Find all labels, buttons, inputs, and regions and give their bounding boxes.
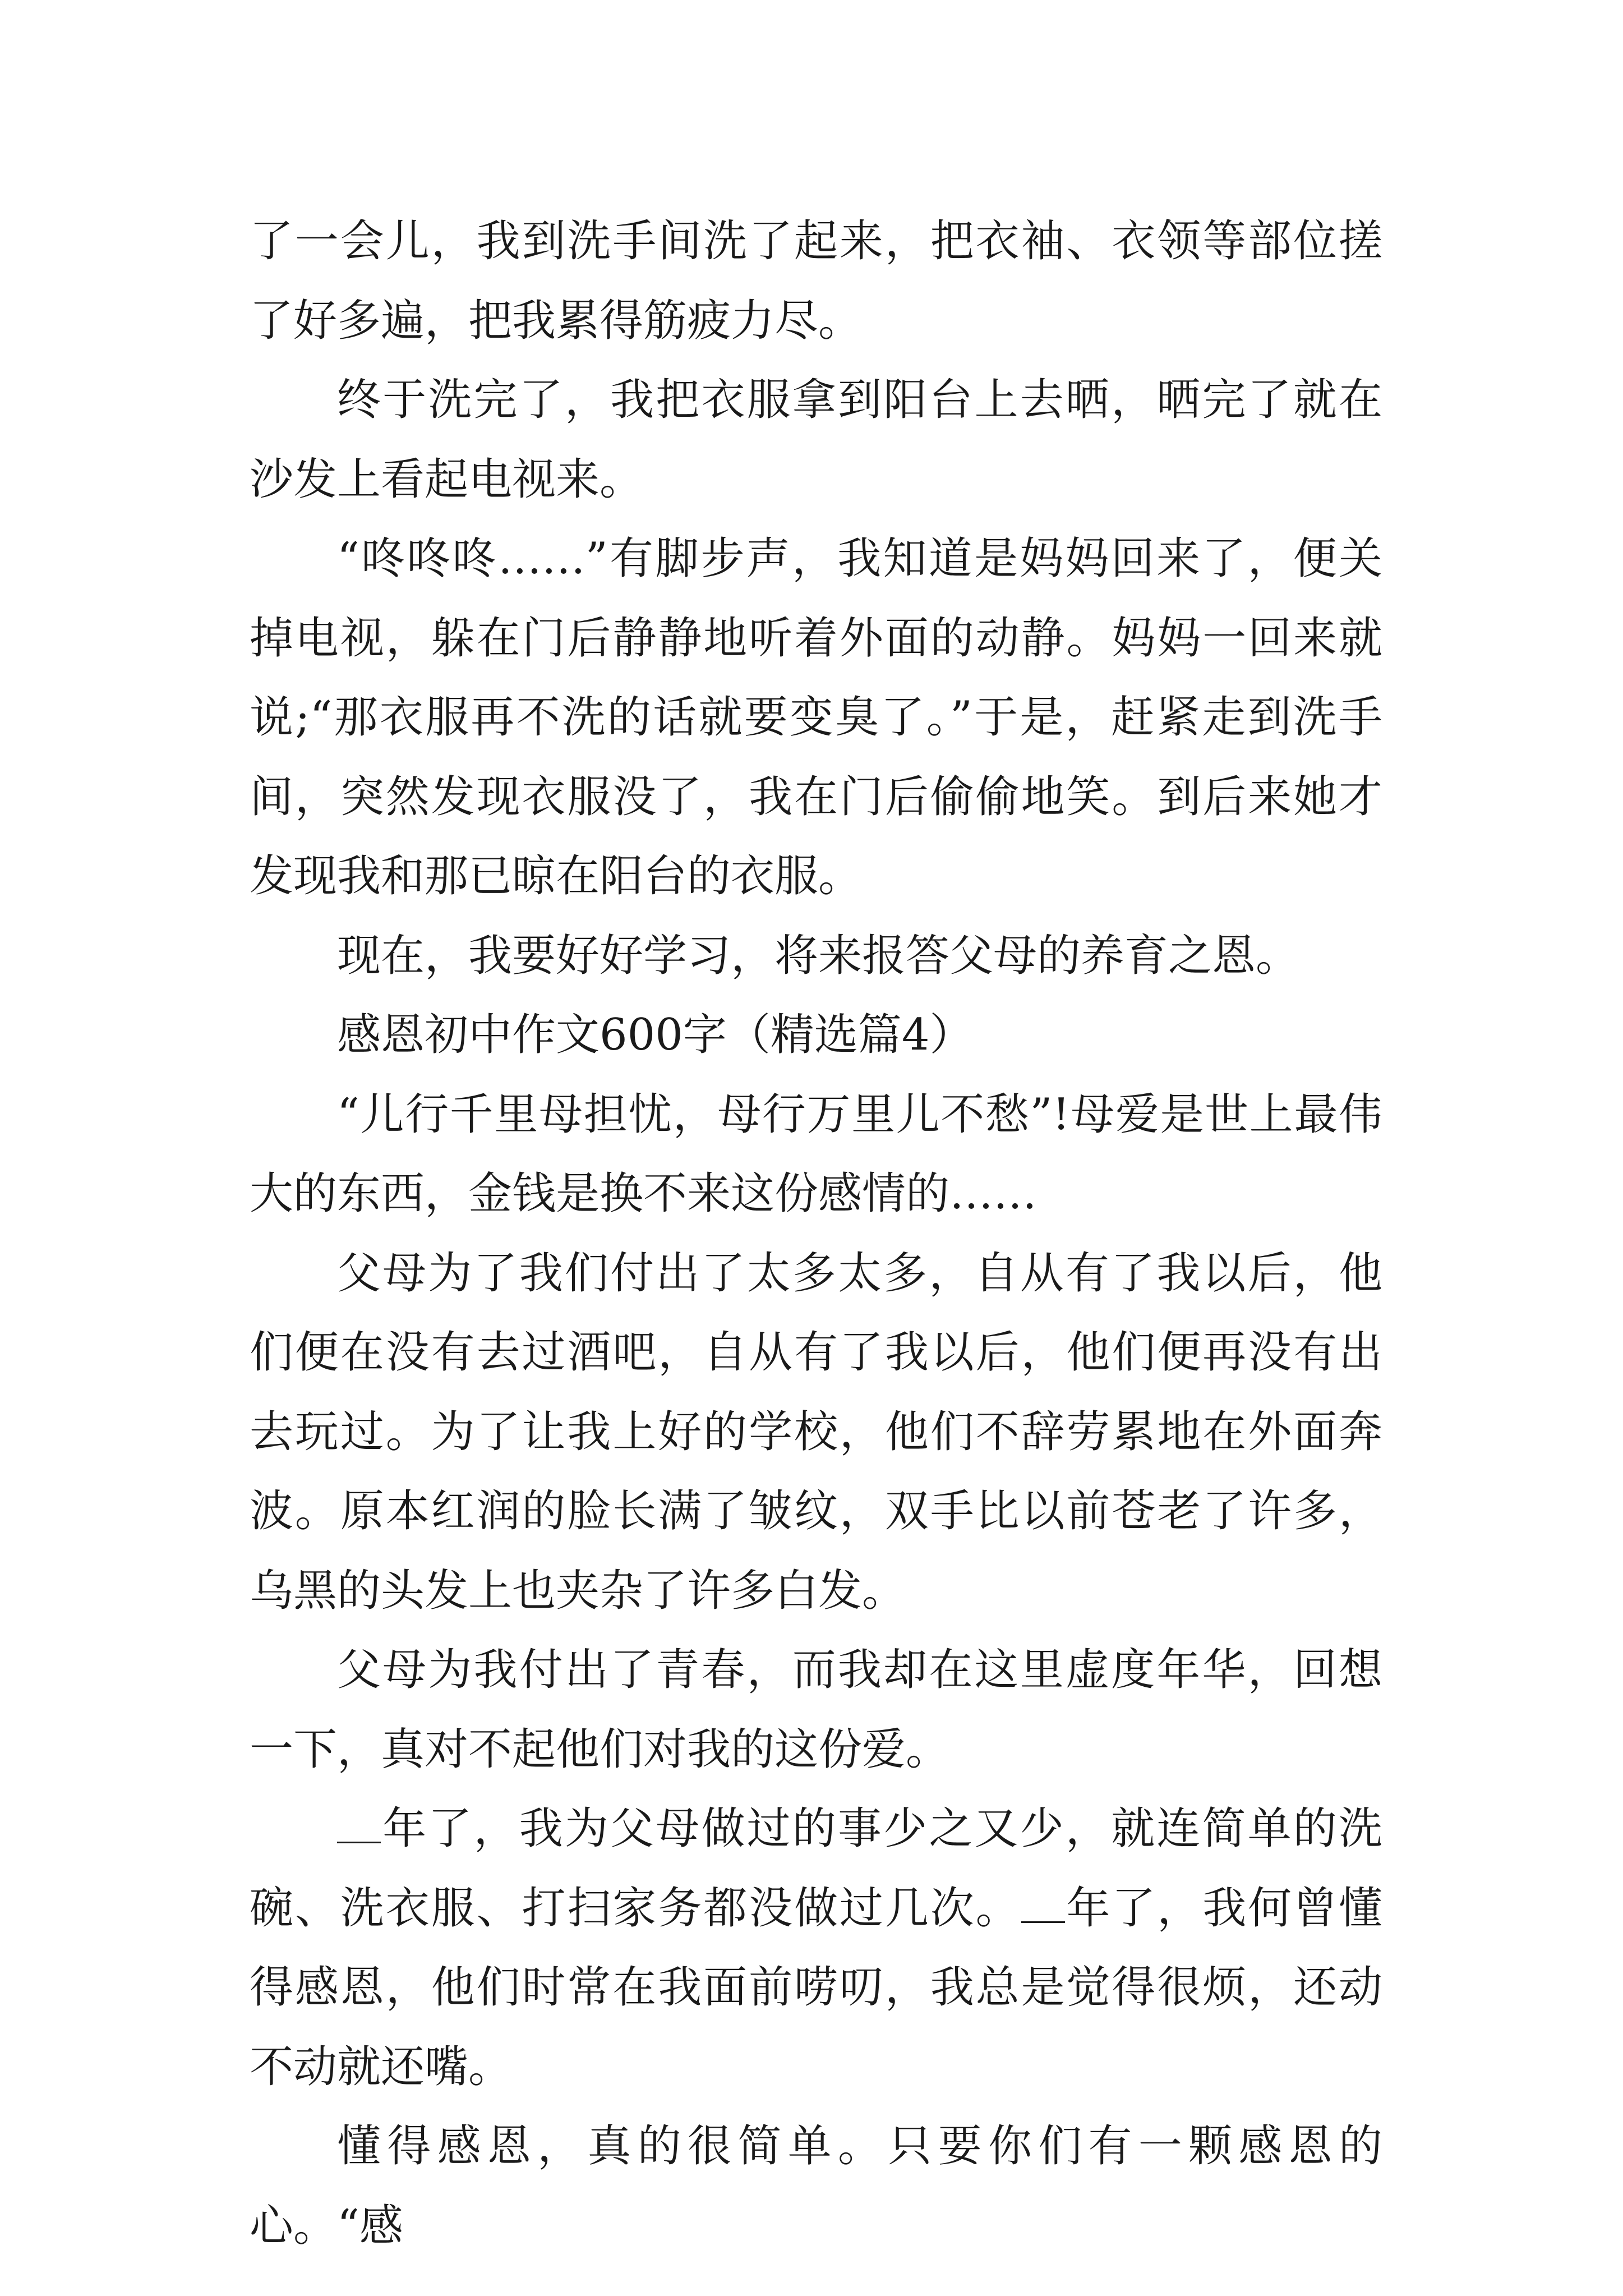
paragraph-7: 父母为了我们付出了太多太多，自从有了我以后，他们便在没有去过酒吧，自从有了我以后，他们便再没有出去玩过。为了让我上好的学校，他们不辞劳累地在外面奔波。原本红润的脸长满了皱纹，双手比以前苍老了许多，乌黑的头发上也夹杂了许多白发。 [250,1248,1382,1616]
blank-underline [337,1802,381,1843]
section-heading: 感恩初中作文600字（精选篇4） [337,1010,974,1060]
paragraph-9-part-2: 年了，我何曾懂得感恩，他们时常在我面前唠叨，我总是觉得很烦，还动不动就还嘴。 [250,1883,1382,2092]
paragraph-4: 现在，我要好好学习，将来报答父母的养育之恩。 [337,930,1300,981]
paragraph-3: “咚咚咚……”有脚步声，我知道是妈妈回来了，便关掉电视，躲在门后静静地听着外面的动静。妈妈一回来就说;“那衣服再不洗的话就要变臭了。”于是，赶紧走到洗手间，突然发现衣服没了，我在门后偷偷地笑。到后来她才发现我和那已晾在阳台的衣服。 [250,533,1382,901]
paragraph-2: 终于洗完了，我把衣服拿到阳台上去晒，晒完了就在沙发上看起电视来。 [250,375,1382,505]
paragraph-10: 懂得感恩，真的很简单。只要你们有一颗感恩的心。“感 [250,2121,1382,2251]
paragraph-1: 了一会儿，我到洗手间洗了起来，把衣袖、衣领等部位搓了好多遍，把我累得筋疲力尽。 [250,216,1382,346]
paragraph-9 [250,1789,1382,2107]
blank-underline [1021,1882,1065,1923]
paragraph-9-part-1: 年了，我为父母做过的事少之又少，就连简单的洗碗、洗衣服、打扫家务都没做过几次。 [250,1803,1382,1934]
essay-body [250,202,1382,2266]
paragraph-8: 父母为我付出了青春，而我却在这里虚度年华，回想一下，真对不起他们对我的这份爱。 [250,1645,1382,1775]
paragraph-6: “儿行千里母担忧，母行万里儿不愁”!母爱是世上最伟大的东西，金钱是换不来这份感情的…… [250,1089,1382,1219]
